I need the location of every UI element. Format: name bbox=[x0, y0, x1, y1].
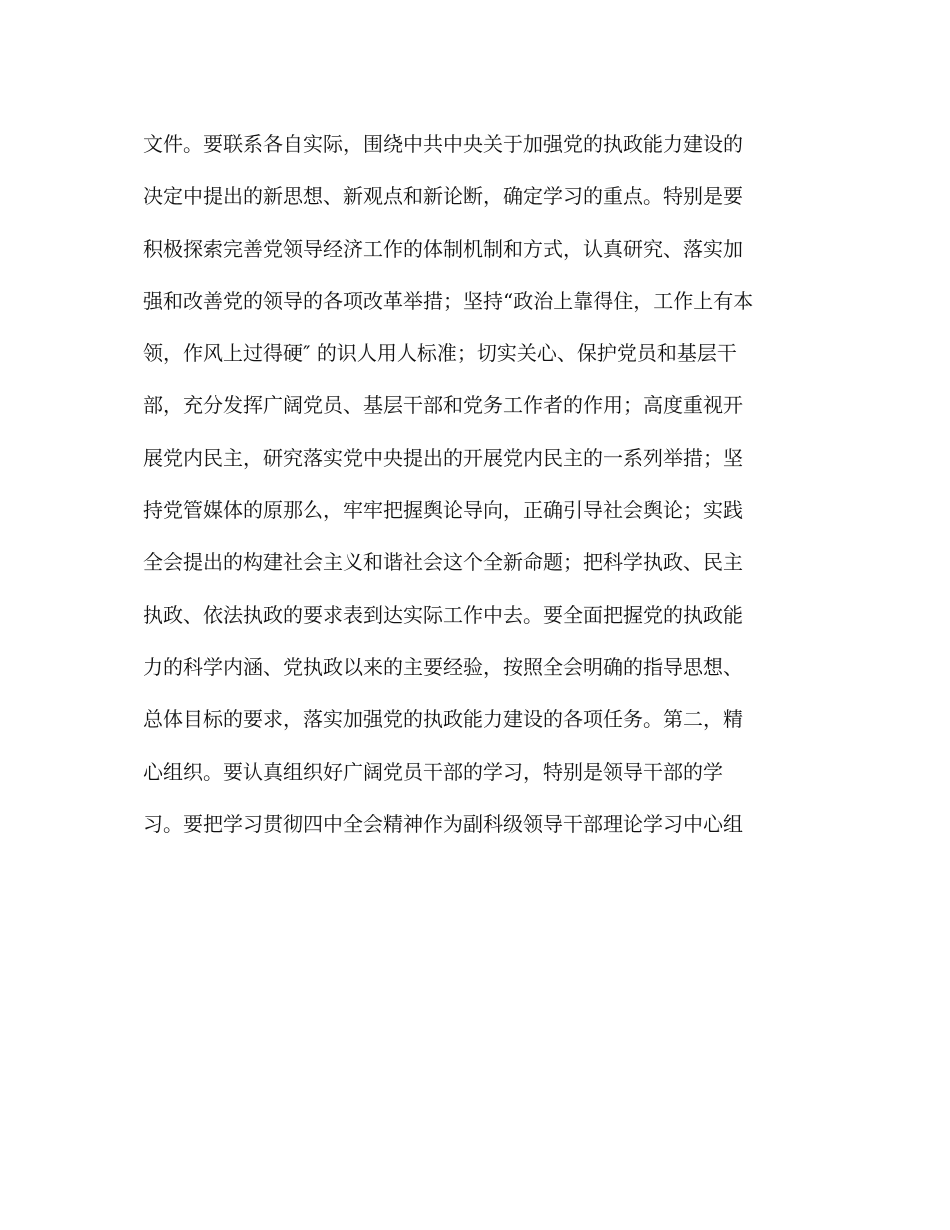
text-line: 部，充分发挥广阔党员、基层干部和党务工作者的作用；高度重视开 bbox=[143, 393, 743, 418]
text-line: 强和改善党的领导的各项改革举措；坚持“政治上靠得住，工作上有本 bbox=[143, 288, 754, 313]
text-line: 决定中提出的新思想、新观点和新论断，确定学习的重点。特别是要 bbox=[143, 184, 743, 209]
text-line: 习。要把学习贯彻四中全会精神作为副科级领导干部理论学习中心组 bbox=[143, 811, 743, 836]
text-line: 领，作风上过得硬″ 的识人用人标准；切实关心、保护党员和基层干 bbox=[143, 341, 737, 366]
body-paragraph bbox=[143, 118, 823, 850]
text-line: 积极探索完善党领导经济工作的体制机制和方式，认真研究、落实加 bbox=[143, 236, 743, 261]
text-line: 持党管媒体的原那么，牢牢把握舆论导向，正确引导社会舆论；实践 bbox=[143, 498, 743, 523]
text-line: 展党内民主，研究落实党中央提出的开展党内民主的一系列举措；坚 bbox=[143, 445, 743, 470]
text-line: 文件。要联系各自实际，围绕中共中央关于加强党的执政能力建设的 bbox=[143, 132, 743, 156]
text-line: 全会提出的构建社会主义和谐社会这个全新命题；把科学执政、民主 bbox=[143, 550, 743, 575]
text-line: 总体目标的要求，落实加强党的执政能力建设的各项任务。第二，精 bbox=[143, 707, 743, 732]
text-line: 执政、依法执政的要求表到达实际工作中去。要全面把握党的执政能 bbox=[143, 602, 743, 627]
text-line: 力的科学内涵、党执政以来的主要经验，按照全会明确的指导思想、 bbox=[143, 654, 743, 679]
text-line: 心组织。要认真组织好广阔党员干部的学习，特别是领导干部的学 bbox=[143, 759, 723, 784]
